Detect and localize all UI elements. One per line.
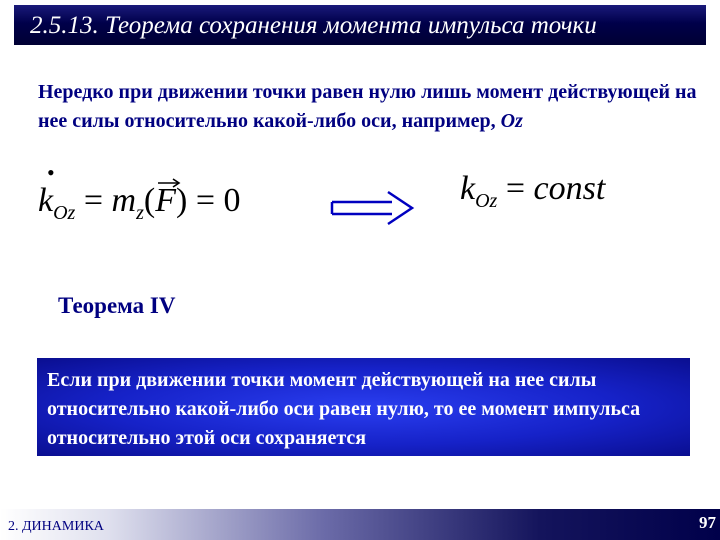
formula-left-k-sub: Oz: [53, 202, 76, 224]
slide-title: 2.5.13. Теорема сохранения момента импульса точки: [30, 12, 597, 39]
intro-paragraph: [38, 78, 698, 136]
formula-right: [460, 170, 700, 240]
formula-left-m: m: [111, 182, 137, 219]
implies-arrow-icon: [330, 188, 416, 228]
footer-section: 2. ДИНАМИКА: [8, 519, 104, 534]
formula-right-eq: =: [497, 170, 534, 207]
formula-left: [38, 160, 338, 248]
formula-right-const: const: [533, 170, 606, 207]
formula-left-eq1: =: [75, 182, 112, 219]
intro-text: Нередко при движении точки равен нулю лишь момент действующей на нее силы относительно какой-либо оси, например,: [38, 81, 697, 132]
theorem-text: Если при движении точки момент действующей на нее силы относительно какой-либо оси равен нулю, то ее момент импульса относительно этой оси сохраняется: [47, 369, 641, 449]
formula-left-F: F: [155, 182, 176, 219]
page-number: 97: [699, 513, 716, 532]
vector-arrow-icon: [157, 178, 181, 188]
formula-left-close: ): [175, 182, 188, 219]
formula-left-m-sub: z: [136, 202, 144, 224]
formula-left-eq2: = 0: [187, 182, 241, 219]
formula-right-k-sub: Oz: [475, 190, 498, 212]
title-bar: [14, 5, 706, 45]
formula-left-open: (: [143, 182, 156, 219]
time-derivative-dot: •: [47, 160, 55, 185]
formula-right-k: k: [460, 170, 476, 207]
theorem-box: [37, 358, 690, 456]
footer-bar: [0, 509, 720, 540]
intro-axis: Oz: [500, 110, 523, 132]
formula-left-k: k: [38, 182, 54, 219]
theorem-label: Теорема IV: [58, 293, 176, 318]
